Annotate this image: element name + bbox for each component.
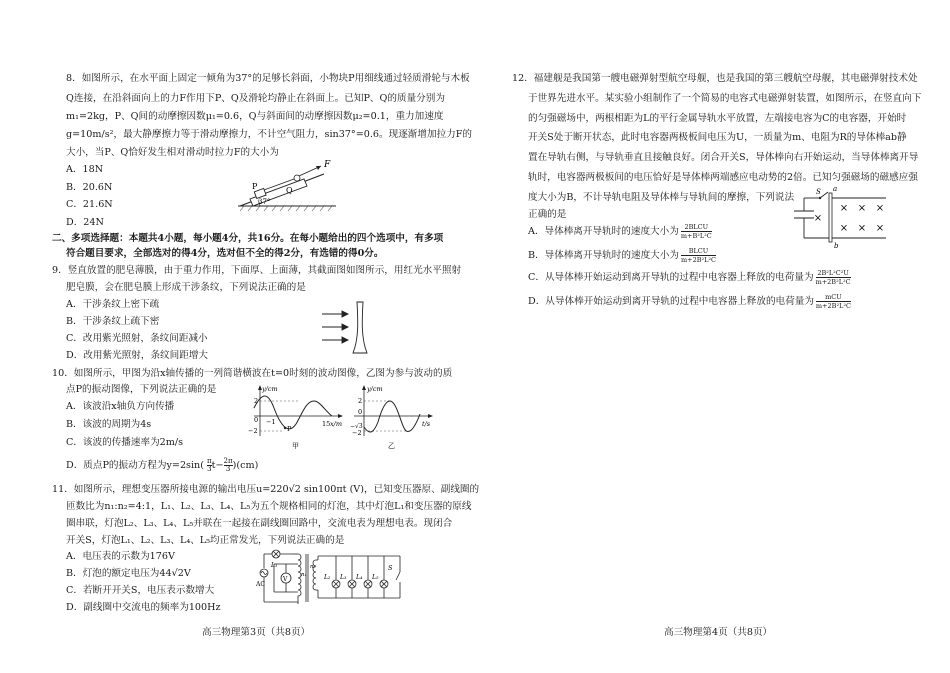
q12-b-text: B．导体棒离开导轨时的速度大小为: [528, 250, 679, 261]
transformer-circuit: [252, 546, 412, 608]
g2-xlabel: t/s: [422, 420, 431, 428]
footer-page-3: 高三物理第3页（共8页）: [202, 627, 311, 638]
q12-option-a: [528, 220, 712, 244]
section-heading-cont: 符合题目要求，全部选对的得4分，选对但不全的得2分，有选错的得0分。: [66, 248, 384, 259]
q8-line: m₁=2kg，P、Q间的动摩擦因数μ₁=0.6，Q与斜面间的动摩擦因数μ₂=0.1，重力加速度: [66, 111, 444, 122]
soap-film-figure: [320, 300, 370, 356]
q11-option-d: D．副线圈中交流电的频率为100Hz: [66, 602, 221, 613]
q8-line: 大小，当P、Q恰好发生相对滑动时拉力F的大小为: [66, 147, 279, 158]
q12-c-text: C．从导体棒开始运动到离开导轨的过程中电容器上释放的电荷量为: [528, 272, 814, 283]
q12-d-text: D．从导体棒开始运动到离开导轨的过程中电容器上释放的电荷量为: [528, 296, 814, 307]
rail-circuit-figure: [790, 186, 890, 248]
q12-c-num: 2B²L²C²U: [817, 269, 849, 277]
q9-option-b: B．干涉条纹上疏下密: [66, 316, 160, 327]
q12-option-d: [528, 290, 851, 314]
q8-option-d: D．24N: [66, 217, 104, 228]
q10-d-fraction-2: [224, 458, 233, 473]
label-s: S: [388, 564, 393, 572]
wave-graph-jia: [248, 384, 344, 450]
q8-line: Q连接，在沿斜面向上的力F作用下P、Q及滑轮均静止在斜面上。已知P、Q的质量分别为: [66, 93, 445, 104]
g1-ytick-bottom: −2: [248, 427, 258, 435]
q12-a-den: m+B²L²C: [680, 232, 712, 240]
q8-line: g=10m/s²，最大静摩擦力等于滑动摩擦力，不计空气阻力，sin37°=0.6。现逐渐增加拉力F的: [66, 129, 473, 140]
q12-d-fraction: [816, 293, 851, 310]
incline-figure: [238, 160, 338, 212]
q9-line: 9．竖直放置的肥皂薄膜，由于重力作用，下面厚、上面薄，其截面图如图所示，用红光水平照射: [52, 265, 462, 276]
q10-option-b: B．该波的周期为4s: [66, 419, 152, 430]
q10-option-c: C．该波的传播速率为2m/s: [66, 437, 184, 448]
label-l2: L₂: [324, 574, 331, 581]
q12-a-fraction: [681, 223, 712, 240]
field-mark: ×: [857, 203, 867, 214]
section-heading: 二、多项选择题：本题共4小题，每小题4分，共16分。在每小题给出的四个选项中，有多项: [52, 233, 444, 244]
label-b: b: [834, 242, 839, 250]
q10-d-frac1-den: 3: [207, 465, 212, 473]
q12-b-num: BLCU: [681, 247, 716, 256]
q10-option-a: A．该波沿x轴负方向传播: [66, 401, 175, 412]
q12-a-text: A．导体棒离开导轨时的速度大小为: [528, 226, 679, 237]
q10-line: 点P的振动图像，下列说法正确的是: [66, 384, 217, 395]
g2-ytick-top: 2: [358, 397, 363, 405]
field-mark: ×: [839, 203, 849, 214]
q8-line: 8．如图所示，在水平面上固定一倾角为37°的足够长斜面，小物块P用细线通过轻质滑轮与木板: [66, 73, 470, 84]
g1-xlabel: x/m: [330, 420, 343, 428]
label-q: Q: [286, 186, 293, 195]
g2-ytick-bottom: −2: [352, 429, 362, 437]
g1-point: P: [287, 425, 292, 433]
field-mark: ×: [875, 203, 885, 214]
q10-d-mid: t−: [211, 460, 224, 471]
label-meter: V: [283, 576, 288, 583]
label-n2: n₂: [310, 564, 316, 570]
g1-caption: 甲: [292, 442, 299, 450]
q9-option-c: C．改用紫光照射，条纹间距减小: [66, 333, 208, 344]
q9-option-a: A．干涉条纹上密下疏: [66, 299, 160, 310]
q11-option-a: A．电压表的示数为176V: [66, 551, 175, 562]
q12-c-fraction: [816, 269, 851, 286]
q9-option-d: D．改用紫光照射，条纹间距增大: [66, 350, 209, 361]
g1-ytick-top: 2: [254, 397, 259, 405]
q12-d-num: mCU: [816, 293, 851, 302]
label-n1: n₁: [301, 572, 307, 578]
q11-option-b: B．灯泡的额定电压为44√2V: [66, 568, 191, 579]
label-l5: L₅: [372, 574, 379, 581]
q12-option-c: [528, 266, 851, 290]
q10-line: 10．如图所示，甲图为沿x轴传播的一列简谐横波在t=0时刻的波动图像，乙图为参与波动的质: [52, 368, 453, 379]
q8-option-b: B．20.6N: [66, 182, 113, 193]
q12-option-b: [528, 244, 716, 268]
q10-option-d: [66, 458, 258, 473]
label-f: F: [324, 160, 331, 170]
field-mark: ×: [839, 223, 849, 234]
label-l3: L₃: [340, 574, 347, 581]
q10-d-frac1-num: π: [207, 457, 212, 465]
q11-line: 匝数比为n₁:n₂=4:1，L₁、L₂、L₃、L₄、L₅为五个规格相同的灯泡，其中灯泡L₁和变压器的原线: [66, 501, 472, 512]
q12-b-den: m+2B²L²C: [680, 256, 716, 264]
q12-line: 置在导轨右侧，与导轨垂直且接触良好。闭合开关S，导体棒向右开始运动，当导体棒离开导: [528, 152, 919, 163]
q12-line: 于世界先进水平。某实验小组制作了一个简易的电容式电磁弹射装置，如图所示，在竖直向下: [528, 93, 922, 104]
q11-line: 开关S，灯泡L₁、L₂、L₃、L₄、L₅均正常发光，下列说法正确的是: [66, 535, 345, 546]
vibration-graph-yi: [350, 384, 434, 450]
q12-a-num: 2BLCU: [681, 223, 712, 232]
g1-tick-neg: −1: [266, 418, 276, 426]
q12-line: 的匀强磁场中，两根相距为L的平行金属导轨水平放置，左端接电容为C的电容器，开始时: [528, 113, 907, 124]
g1-tick-x: 15: [322, 420, 331, 428]
label-l1: L₁: [271, 562, 278, 569]
g2-tick-neg: −√3: [350, 423, 363, 430]
q12-d-den: m+2B²L²C: [815, 302, 851, 310]
q12-line: 轨时，电容器两极板间的电压恰好是导体棒两端感应电动势的2倍。已知匀强磁场的磁感应强: [528, 172, 918, 183]
label-ac: AC: [256, 581, 265, 588]
field-mark: ×: [813, 213, 823, 224]
q8-option-c: C．21.6N: [66, 199, 113, 210]
q10-d-suffix: )(cm): [232, 460, 259, 471]
q11-line: 11．如图所示，理想变压器所接电源的输出电压u=220√2 sin100πt (V)，已知变压器原、副线圈的: [52, 484, 480, 495]
q12-line: 度大小为B，不计导轨电阻及导体棒与导轨间的摩擦，下列说法: [528, 192, 795, 203]
q12-c-den: m+2B²L²C: [815, 278, 851, 286]
g2-ylabel: y/cm: [367, 385, 383, 393]
g2-caption: 乙: [388, 442, 395, 450]
q10-d-frac2-num: 2π: [223, 457, 233, 465]
footer-page-4: 高三物理第4页（共8页）: [664, 627, 773, 638]
label-a: a: [833, 185, 838, 193]
q10-d-prefix: D．质点P的振动方程为y=2sin(: [66, 460, 204, 471]
g1-origin: 0: [254, 416, 259, 424]
q8-option-a: A．18N: [66, 164, 104, 175]
field-mark: ×: [875, 223, 885, 234]
label-p: P: [252, 182, 258, 191]
label-angle: 37°: [258, 198, 271, 206]
q11-option-c: C．若断开开关S，电压表示数增大: [66, 585, 215, 596]
label-s: S: [816, 188, 821, 196]
label-l4: L₄: [356, 574, 363, 581]
q12-line: 12．福建舰是我国第一艘电磁弹射型航空母舰，也是我国的第三艘航空母舰，其电磁弹射技术处: [512, 73, 918, 84]
q9-line: 肥皂膜，会在肥皂膜上形成干涉条纹，下列说法正确的是: [66, 282, 306, 293]
q12-b-fraction: [681, 247, 716, 264]
q12-line: 开关S处于断开状态，此时电容器两极板间电压为U，一质量为m、电阻为R的导体棒ab静: [528, 132, 907, 143]
q12-line: 正确的是: [528, 209, 567, 220]
q11-line: 圈串联，灯泡L₂、L₃、L₄、L₅并联在一起接在副线圈回路中，交流电表为理想电表。现闭合: [66, 518, 453, 529]
g2-origin: 0: [358, 408, 363, 416]
g1-ylabel: y/cm: [262, 385, 278, 393]
field-mark: ×: [857, 223, 867, 234]
q10-d-frac2-den: 3: [225, 465, 231, 473]
